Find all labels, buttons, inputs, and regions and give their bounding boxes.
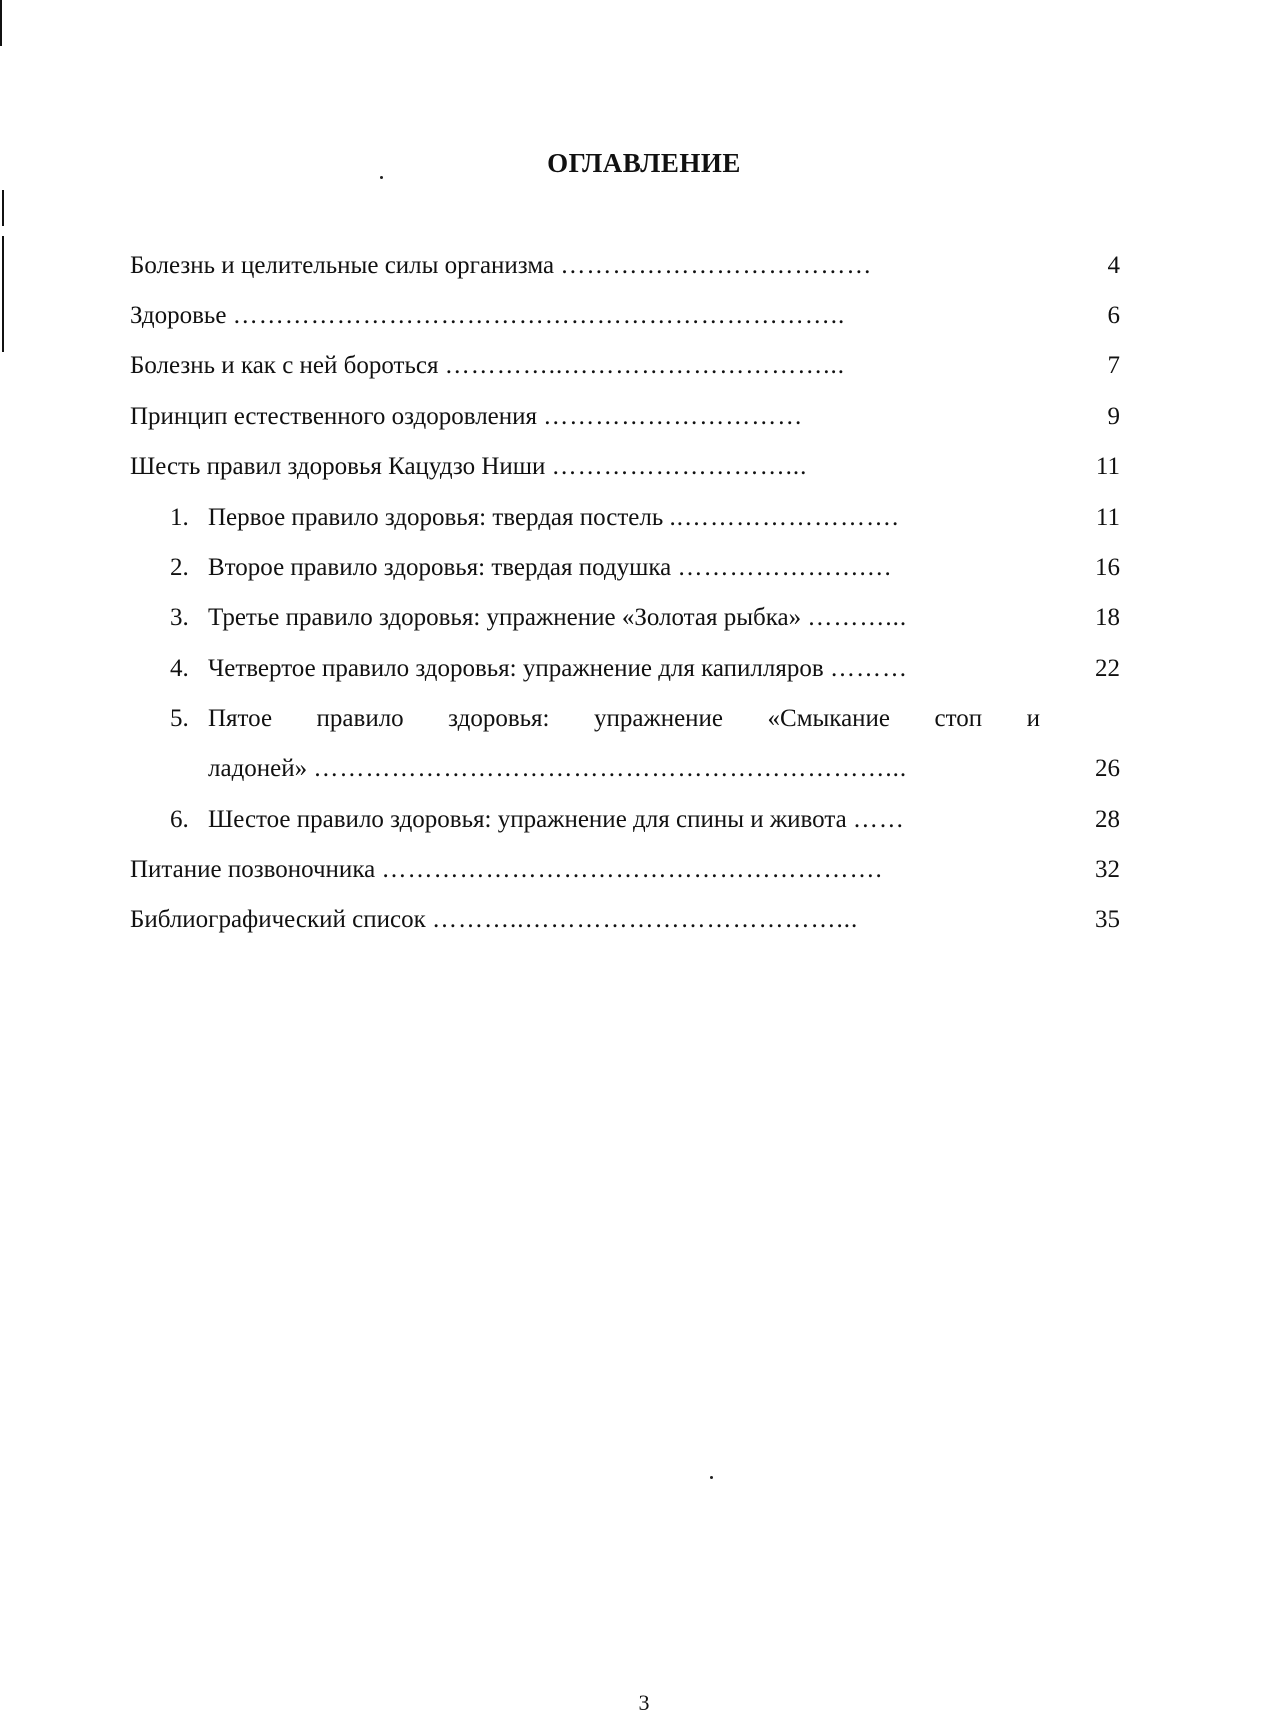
toc-page-number: 11 bbox=[1095, 453, 1120, 480]
toc-entry-word: «Смыкание bbox=[767, 705, 891, 732]
scan-edge-mark bbox=[2, 190, 4, 226]
toc-entry-word: упражнение bbox=[593, 705, 724, 732]
scan-speck bbox=[710, 1476, 713, 1479]
toc-leader-dots: …………………………………………………………... bbox=[313, 755, 908, 782]
toc-item-number: 2. bbox=[170, 554, 189, 581]
toc-entry bbox=[130, 246, 1120, 286]
page-title: ОГЛАВЛЕНИЕ bbox=[547, 148, 741, 178]
toc-entry bbox=[130, 850, 1120, 890]
toc-page-number: 32 bbox=[1095, 856, 1120, 883]
toc-entry-word: стоп bbox=[934, 705, 983, 732]
toc-leader-dots: …………………………………………………. bbox=[381, 856, 883, 883]
toc-page-number: 16 bbox=[1095, 554, 1120, 581]
toc-item-number: 4. bbox=[170, 655, 189, 682]
toc-subentry bbox=[130, 498, 1120, 538]
page-number: 3 bbox=[638, 1690, 650, 1715]
toc-entry-word: правило bbox=[316, 705, 404, 732]
toc-page-number: 6 bbox=[1107, 302, 1120, 329]
toc-item-number: 5. bbox=[170, 705, 189, 732]
toc-page-number: 22 bbox=[1095, 655, 1120, 682]
toc-leader-dots: ..……………………. bbox=[669, 504, 900, 531]
toc-subentry bbox=[130, 548, 1120, 588]
toc-subentry bbox=[130, 800, 1120, 840]
toc-leader-dots: ……… bbox=[829, 655, 908, 682]
toc-entry-text: Принцип естественного оздоровления bbox=[130, 403, 544, 430]
toc-page-number: 7 bbox=[1107, 352, 1120, 379]
toc-entry-text: Четвертое правило здоровья: упражнение для капилляров bbox=[208, 655, 830, 682]
toc-entry bbox=[130, 447, 1120, 487]
toc-leader-dots: ………... bbox=[807, 604, 908, 631]
toc-entry-text: Шестое правило здоровья: упражнение для спины и живота bbox=[208, 806, 853, 833]
toc-page-number: 28 bbox=[1095, 806, 1120, 833]
toc-entry bbox=[130, 397, 1120, 437]
toc-item-number: 6. bbox=[170, 806, 189, 833]
toc-entry-text: Питание позвоночника bbox=[130, 856, 382, 883]
toc-item-number: 3. bbox=[170, 604, 189, 631]
toc-page-number: 11 bbox=[1095, 504, 1120, 531]
toc-subentry-continuation bbox=[130, 749, 1120, 789]
toc-entry-text: ладоней» bbox=[208, 755, 314, 782]
toc-entry-text: Второе правило здоровья: твердая подушка bbox=[208, 554, 678, 581]
toc-leader-dots: ………………….… bbox=[677, 554, 893, 581]
toc-entry-word: Пятое bbox=[208, 705, 273, 732]
toc-leader-dots: …………..…………………………... bbox=[444, 352, 845, 379]
toc-entry-text: Болезнь и как с ней бороться bbox=[130, 352, 445, 379]
toc-subentry bbox=[130, 598, 1120, 638]
toc-entry-text: Третье правило здоровья: упражнение «Золотая рыбка» bbox=[208, 604, 808, 631]
scan-edge-mark bbox=[2, 236, 4, 352]
toc-leader-dots: …… bbox=[852, 806, 905, 833]
toc-page-number: 35 bbox=[1095, 906, 1120, 933]
toc-entry-text: Первое правило здоровья: твердая постель bbox=[208, 504, 670, 531]
toc-subentry bbox=[130, 699, 1120, 739]
toc-page-number: 4 bbox=[1107, 252, 1120, 279]
toc-entry-word: здоровья: bbox=[448, 705, 550, 732]
toc-entry-text: Библиографический список bbox=[130, 906, 433, 933]
toc-entry bbox=[130, 296, 1120, 336]
toc-leader-dots: ………………………... bbox=[551, 453, 808, 480]
toc-page-number: 9 bbox=[1107, 403, 1120, 430]
toc-leader-dots: …………………………………………………………….. bbox=[232, 302, 846, 329]
toc-page-number: 26 bbox=[1095, 755, 1120, 782]
toc-entry bbox=[130, 900, 1120, 940]
toc-page-number: 18 bbox=[1095, 604, 1120, 631]
toc-leader-dots: ………..………………………………... bbox=[432, 906, 859, 933]
toc-subentry bbox=[130, 649, 1120, 689]
toc-item-number: 1. bbox=[170, 504, 189, 531]
toc-entry-word: и bbox=[1026, 705, 1040, 732]
toc-entry-text: Здоровье bbox=[130, 302, 233, 329]
scan-edge-mark bbox=[0, 0, 2, 46]
toc-entry-text: Болезнь и целительные силы организма bbox=[130, 252, 561, 279]
toc-entry-text: Шесть правил здоровья Кацудзо Ниши bbox=[130, 453, 552, 480]
toc-leader-dots: ……………………………… bbox=[560, 252, 873, 279]
toc-entry bbox=[130, 346, 1120, 386]
toc-leader-dots: ………………………… bbox=[543, 403, 804, 430]
